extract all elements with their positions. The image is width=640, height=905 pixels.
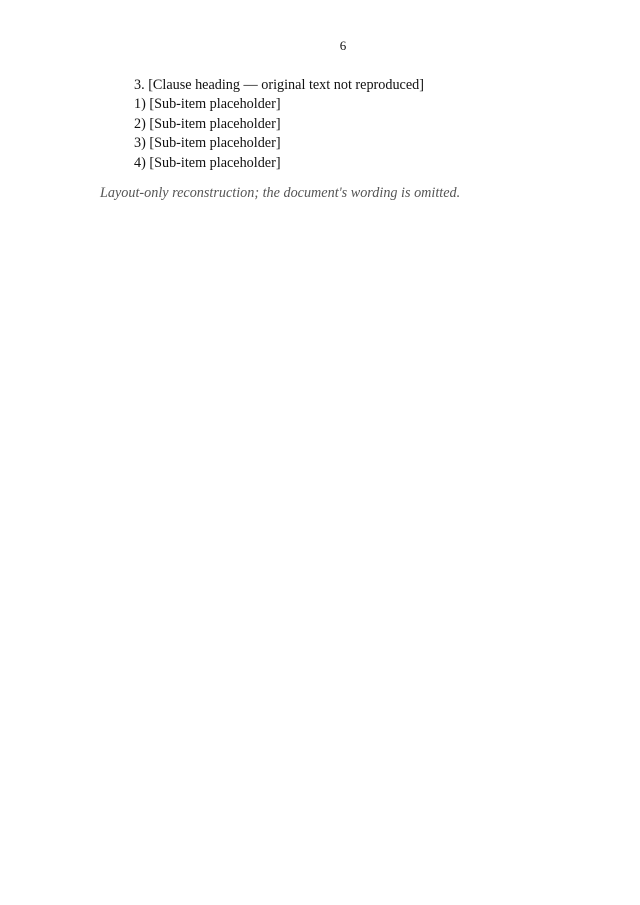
placeholder-note: Layout-only reconstruction; the document's wording is omitted. xyxy=(100,184,461,201)
paragraph: 3) [Sub-item placeholder] xyxy=(134,135,281,152)
paragraph: 3. [Clause heading — original text not reproduced] xyxy=(134,76,424,93)
page-number: 6 xyxy=(339,38,347,53)
paragraph: 1) [Sub-item placeholder] xyxy=(134,96,281,113)
paragraph: 2) [Sub-item placeholder] xyxy=(134,115,281,132)
paragraph: 4) [Sub-item placeholder] xyxy=(134,154,281,171)
